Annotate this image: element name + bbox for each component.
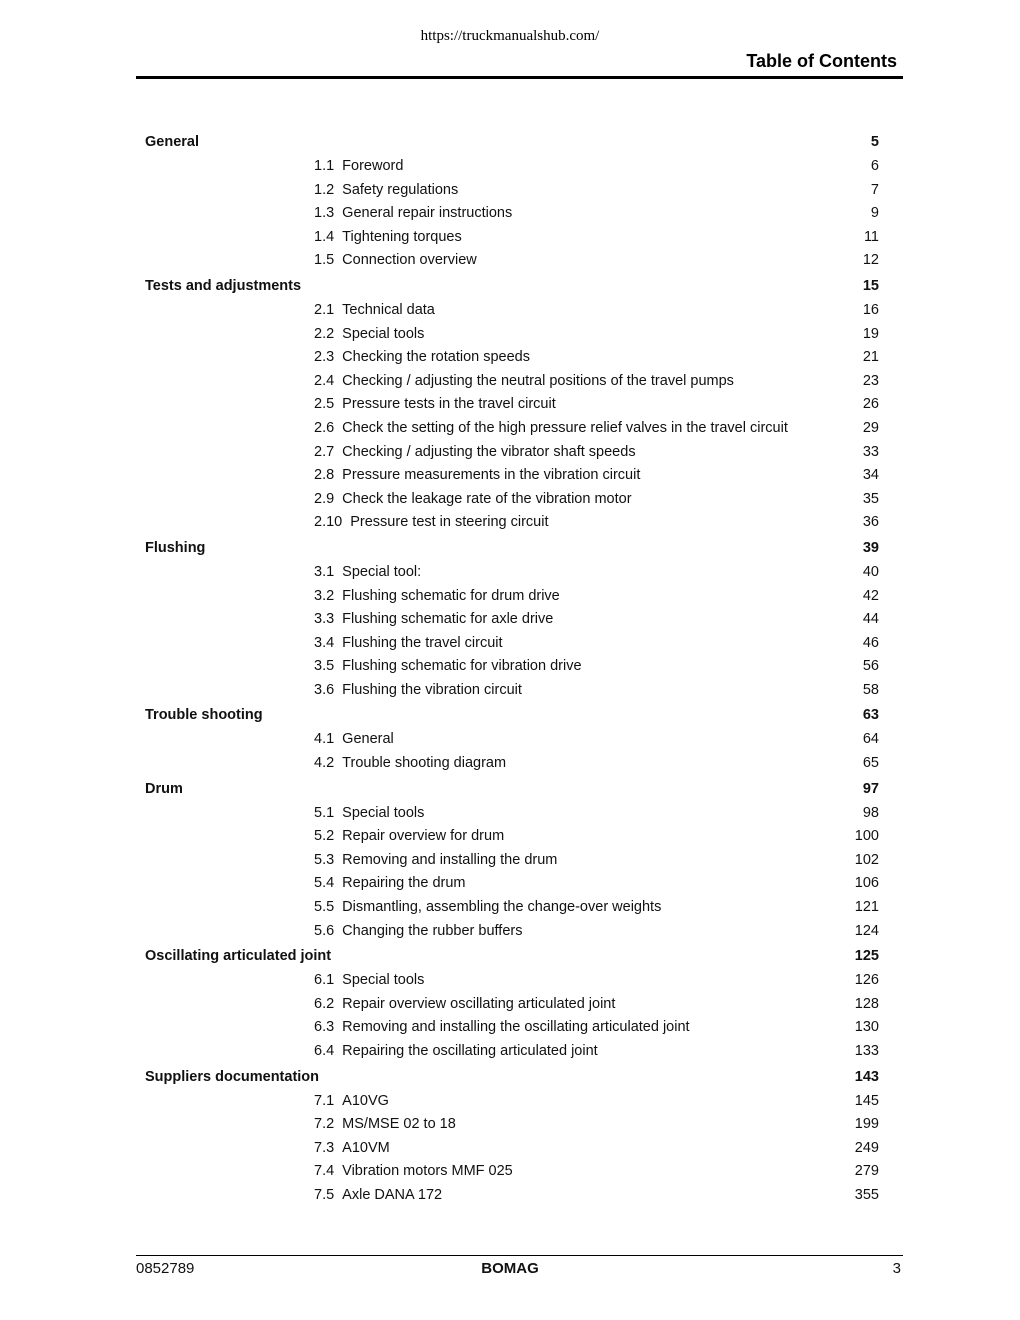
section-page: 35	[862, 490, 879, 507]
section-number: 2.3	[314, 349, 335, 366]
section-page: 56	[862, 658, 879, 675]
toc-section-row[interactable]	[145, 802, 879, 826]
toc-section-row[interactable]	[145, 1137, 879, 1161]
section-number: 2.10	[314, 514, 343, 531]
section-number: 3.5	[314, 658, 335, 675]
section-number: 6.3	[314, 1019, 335, 1036]
brand-name: BOMAG	[481, 1260, 539, 1277]
toc-section-row[interactable]	[145, 1090, 879, 1114]
toc-chapter-row[interactable]	[145, 702, 879, 728]
section-page: 33	[862, 443, 879, 460]
section-page: 40	[862, 563, 879, 580]
header-rule	[136, 76, 903, 79]
toc-section-row[interactable]	[145, 728, 879, 752]
section-entry	[314, 825, 504, 849]
footer-rule	[136, 1255, 903, 1256]
section-entry	[314, 920, 522, 944]
section-entry	[314, 1113, 456, 1137]
section-entry	[314, 249, 477, 273]
section-entry	[314, 1016, 690, 1040]
section-entry	[314, 728, 394, 752]
toc-section-row[interactable]	[145, 417, 879, 441]
section-entry	[314, 802, 424, 826]
section-title: Check the leakage rate of the vibration motor	[342, 490, 632, 507]
section-entry	[314, 441, 636, 465]
toc-chapter-row[interactable]	[145, 273, 879, 299]
section-number: 5.3	[314, 851, 335, 868]
section-page: 9	[870, 205, 879, 222]
toc-section-row[interactable]	[145, 993, 879, 1017]
toc-section-row[interactable]	[145, 1160, 879, 1184]
section-number: 2.5	[314, 396, 335, 413]
source-url: https://truckmanualshub.com/	[420, 28, 600, 44]
section-number: 7.5	[314, 1186, 335, 1203]
toc-section-row[interactable]	[145, 561, 879, 585]
section-number: 5.2	[314, 828, 335, 845]
section-number: 4.1	[314, 731, 335, 748]
section-title: Axle DANA 172	[342, 1186, 443, 1203]
section-title: Flushing schematic for axle drive	[342, 611, 554, 628]
section-number: 6.1	[314, 972, 335, 989]
section-entry	[314, 370, 734, 394]
section-page: 7	[870, 181, 879, 198]
section-title: Special tool:	[342, 563, 422, 580]
section-entry	[314, 655, 582, 679]
section-page: 19	[862, 325, 879, 342]
section-page: 42	[862, 587, 879, 604]
section-page: 133	[854, 1043, 879, 1059]
section-title: Special tools	[342, 804, 425, 821]
section-title: Pressure tests in the travel circuit	[342, 396, 556, 413]
chapter-page: 39	[862, 539, 879, 556]
section-entry	[314, 1040, 598, 1064]
section-title: Safety regulations	[342, 181, 459, 198]
toc-section-row[interactable]	[145, 896, 879, 920]
section-title: Removing and installing the oscillating articulated joint	[342, 1019, 690, 1036]
section-entry	[314, 299, 435, 323]
section-number: 2.7	[314, 443, 335, 460]
section-number: 1.2	[314, 181, 335, 198]
section-entry	[314, 752, 506, 776]
section-page: 21	[862, 349, 879, 366]
section-page: 98	[862, 804, 879, 821]
section-number: 3.6	[314, 681, 335, 698]
section-number: 5.1	[314, 804, 335, 821]
section-title: Connection overview	[342, 252, 477, 269]
section-entry	[314, 679, 522, 703]
section-page: 199	[854, 1116, 879, 1133]
section-page: 16	[862, 301, 879, 318]
toc-section-row[interactable]	[145, 464, 879, 488]
section-entry	[314, 464, 640, 488]
section-number: 4.2	[314, 755, 335, 772]
section-title: Repair overview oscillating articulated joint	[342, 995, 616, 1012]
toc-section-row[interactable]	[145, 825, 879, 849]
chapter-page: 5	[870, 134, 879, 150]
section-title: Checking / adjusting the vibrator shaft speeds	[342, 443, 636, 460]
page-title: Table of Contents	[746, 51, 897, 71]
section-title: General	[342, 731, 394, 748]
section-entry	[314, 1137, 390, 1161]
section-title: Changing the rubber buffers	[342, 922, 523, 939]
section-title: Tightening torques	[342, 228, 462, 245]
toc-chapter-row[interactable]	[145, 535, 879, 561]
section-title: Repairing the oscillating articulated joint	[342, 1043, 598, 1059]
section-entry	[314, 849, 557, 873]
toc-chapter-row[interactable]	[145, 776, 879, 802]
toc-section-row[interactable]	[145, 608, 879, 632]
section-entry	[314, 488, 632, 512]
section-page: 6	[870, 158, 879, 174]
toc-section-row[interactable]	[145, 155, 879, 179]
section-title: Vibration motors MMF 025	[342, 1163, 513, 1180]
section-entry	[314, 561, 421, 585]
section-page: 102	[854, 851, 879, 868]
toc-section-row[interactable]	[145, 1184, 879, 1208]
section-number: 7.2	[314, 1116, 335, 1133]
section-title: Special tools	[342, 972, 425, 989]
section-number: 2.6	[314, 419, 335, 436]
section-number: 3.2	[314, 587, 335, 604]
section-page: 124	[854, 922, 879, 939]
section-title: Flushing the travel circuit	[342, 634, 503, 651]
toc-section-row[interactable]	[145, 323, 879, 347]
toc-section-row[interactable]	[145, 1113, 879, 1137]
section-title: Pressure measurements in the vibration circuit	[342, 467, 641, 484]
section-number: 6.2	[314, 995, 335, 1012]
section-title: Repair overview for drum	[342, 828, 505, 845]
toc-section-row[interactable]	[145, 920, 879, 944]
toc-chapter-row[interactable]	[145, 1064, 879, 1090]
section-page: 44	[862, 611, 879, 628]
toc-section-row[interactable]	[145, 655, 879, 679]
section-page: 11	[863, 228, 879, 245]
section-entry	[314, 608, 553, 632]
section-number: 6.4	[314, 1043, 335, 1059]
section-title: Checking the rotation speeds	[342, 349, 530, 366]
section-page: 23	[862, 372, 879, 389]
toc-section-row[interactable]	[145, 585, 879, 609]
section-title: Technical data	[342, 301, 435, 318]
toc-section-row[interactable]	[145, 511, 879, 535]
toc-section-row[interactable]	[145, 849, 879, 873]
section-number: 7.4	[314, 1163, 335, 1180]
chapter-title: Tests and adjustments	[145, 277, 302, 294]
toc-section-row[interactable]	[145, 202, 879, 226]
section-entry	[314, 346, 530, 370]
toc-section-row[interactable]	[145, 969, 879, 993]
section-entry	[314, 226, 462, 250]
section-entry	[314, 179, 458, 203]
section-page: 100	[854, 828, 879, 845]
section-entry	[314, 969, 424, 993]
section-title: Dismantling, assembling the change-over weights	[342, 899, 662, 916]
section-page: 130	[854, 1019, 879, 1036]
section-page: 106	[854, 875, 879, 892]
toc-section-row[interactable]	[145, 346, 879, 370]
section-title: Repairing the drum	[342, 875, 466, 892]
toc-section-row[interactable]	[145, 393, 879, 417]
section-title: Check the setting of the high pressure relief valves in the travel circuit	[342, 419, 788, 436]
section-number: 2.2	[314, 325, 335, 342]
section-title: Foreword	[342, 158, 404, 174]
section-title: Trouble shooting diagram	[342, 755, 507, 772]
chapter-title: Drum	[145, 780, 183, 797]
section-entry	[314, 202, 512, 226]
toc-section-row[interactable]	[145, 179, 879, 203]
section-number: 2.4	[314, 372, 335, 389]
section-number: 5.5	[314, 899, 335, 916]
section-entry	[314, 1090, 389, 1114]
section-number: 5.4	[314, 875, 335, 892]
section-entry	[314, 1184, 442, 1208]
section-page: 34	[862, 467, 879, 484]
section-page: 58	[862, 681, 879, 698]
section-title: Checking / adjusting the neutral positions of the travel pumps	[342, 372, 734, 389]
section-title: Pressure test in steering circuit	[350, 514, 549, 531]
section-page: 126	[854, 972, 879, 989]
chapter-page: 143	[854, 1068, 879, 1085]
section-number: 2.9	[314, 490, 335, 507]
chapter-title: Oscillating articulated joint	[145, 948, 332, 965]
chapter-page: 97	[862, 780, 879, 797]
section-number: 1.5	[314, 252, 335, 269]
toc-chapter-row[interactable]	[145, 129, 879, 155]
section-entry	[314, 1160, 513, 1184]
section-number: 1.3	[314, 205, 335, 222]
toc-chapter-row[interactable]	[145, 943, 879, 969]
section-entry	[314, 993, 615, 1017]
section-entry	[314, 155, 403, 179]
section-page: 145	[854, 1092, 879, 1109]
section-page: 64	[862, 731, 879, 748]
section-page: 29	[862, 419, 879, 436]
toc-section-row[interactable]	[145, 1016, 879, 1040]
section-number: 3.1	[314, 563, 335, 580]
section-title: Flushing the vibration circuit	[342, 681, 522, 698]
section-number: 5.6	[314, 922, 335, 939]
table-of-contents	[145, 129, 879, 1208]
toc-section-row[interactable]	[145, 752, 879, 776]
toc-section-row[interactable]	[145, 370, 879, 394]
chapter-title: General	[145, 134, 199, 150]
section-entry	[314, 632, 503, 656]
section-page: 355	[854, 1186, 879, 1203]
toc-section-row[interactable]	[145, 679, 879, 703]
chapter-title: Suppliers documentation	[145, 1068, 320, 1085]
toc-section-row[interactable]	[145, 299, 879, 323]
section-page: 46	[862, 634, 879, 651]
section-entry	[314, 417, 788, 441]
chapter-title: Flushing	[145, 539, 206, 556]
section-title: A10VG	[342, 1092, 389, 1109]
section-title: A10VM	[342, 1139, 390, 1156]
section-title: General repair instructions	[342, 205, 513, 222]
toc-section-row[interactable]	[145, 488, 879, 512]
toc-section-row[interactable]	[145, 1040, 879, 1064]
section-page: 65	[862, 755, 879, 772]
toc-section-row[interactable]	[145, 872, 879, 896]
section-entry	[314, 511, 548, 535]
page-number: 3	[892, 1260, 901, 1277]
section-title: Removing and installing the drum	[342, 851, 558, 868]
toc-section-row[interactable]	[145, 226, 879, 250]
section-page: 279	[854, 1163, 879, 1180]
toc-section-row[interactable]	[145, 249, 879, 273]
section-title: Flushing schematic for vibration drive	[342, 658, 582, 675]
section-entry	[314, 872, 466, 896]
chapter-page: 63	[862, 707, 879, 724]
section-number: 3.3	[314, 611, 335, 628]
section-page: 249	[854, 1139, 879, 1156]
section-number: 2.1	[314, 301, 335, 318]
section-title: Special tools	[342, 325, 425, 342]
document-number: 0852789	[136, 1260, 195, 1277]
section-number: 7.3	[314, 1139, 335, 1156]
section-number: 3.4	[314, 634, 335, 651]
section-entry	[314, 393, 556, 417]
section-title: MS/MSE 02 to 18	[342, 1116, 456, 1133]
section-page: 128	[854, 995, 879, 1012]
section-number: 2.8	[314, 467, 335, 484]
section-entry	[314, 585, 560, 609]
section-page: 121	[854, 899, 879, 916]
toc-section-row[interactable]	[145, 441, 879, 465]
toc-section-row[interactable]	[145, 632, 879, 656]
chapter-title: Trouble shooting	[145, 707, 263, 724]
section-entry	[314, 323, 424, 347]
section-page: 26	[862, 396, 879, 413]
section-page: 36	[862, 514, 879, 531]
section-number: 7.1	[314, 1092, 335, 1109]
section-number: 1.4	[314, 228, 335, 245]
chapter-page: 125	[854, 948, 879, 965]
section-title: Flushing schematic for drum drive	[342, 587, 560, 604]
section-entry	[314, 896, 661, 920]
section-page: 12	[862, 252, 879, 269]
chapter-page: 15	[862, 277, 879, 294]
section-number: 1.1	[314, 158, 335, 174]
